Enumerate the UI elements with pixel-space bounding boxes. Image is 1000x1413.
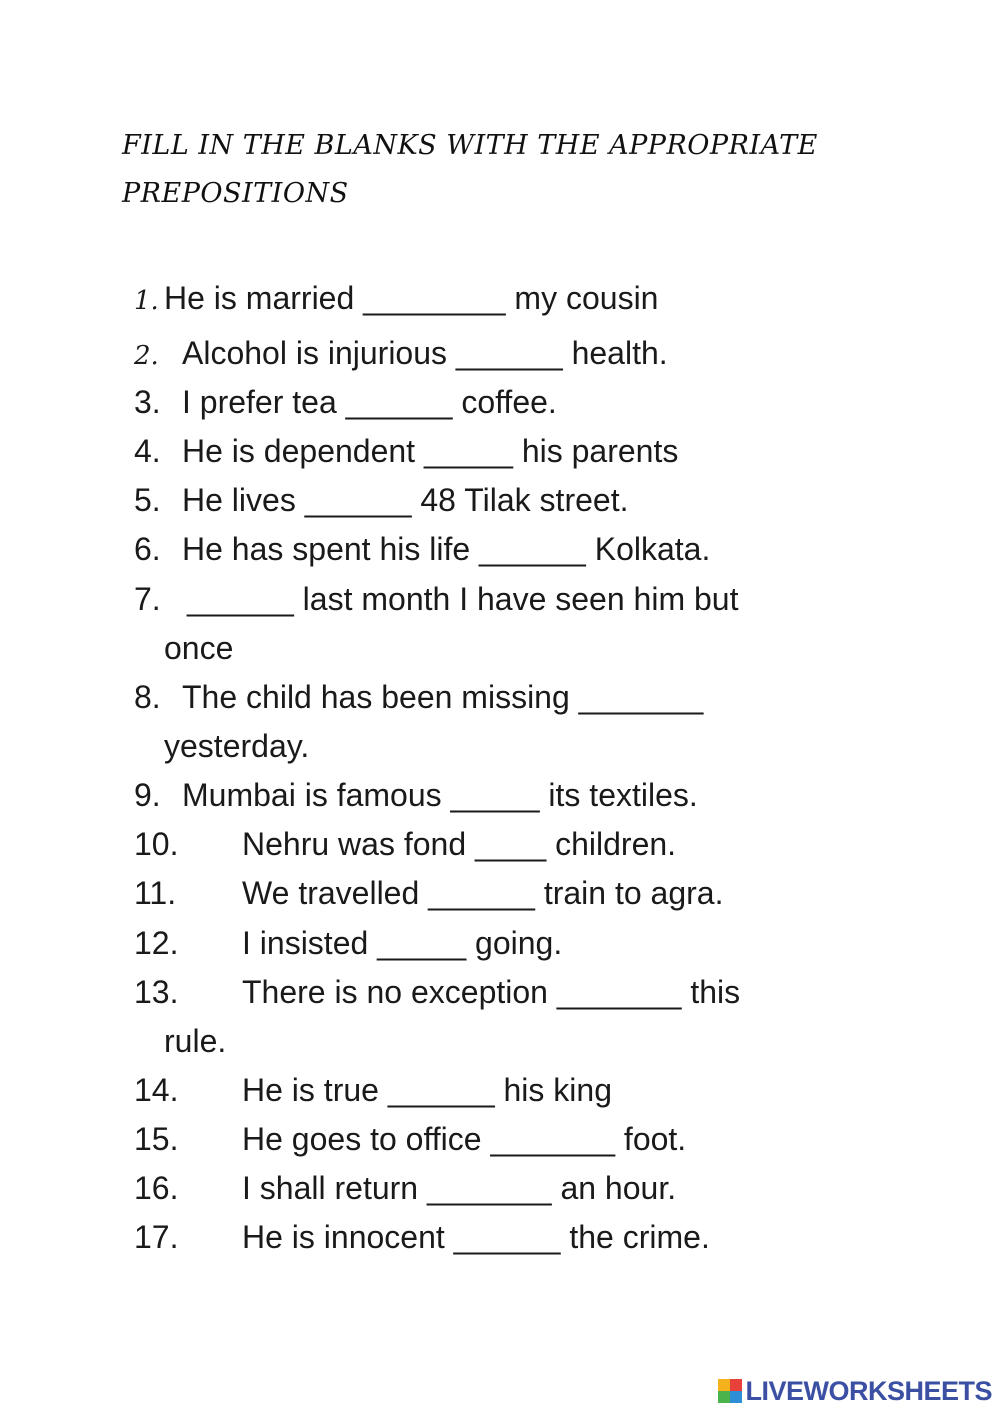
question-text: ______ last month I have seen him but (187, 581, 739, 617)
liveworksheets-logo-icon (718, 1379, 742, 1403)
question-5 (134, 480, 629, 520)
question-text: I insisted _____ going. (242, 925, 563, 961)
question-text: Alcohol is injurious ______ health. (182, 335, 668, 371)
question-text: Mumbai is famous _____ its textiles. (182, 777, 698, 813)
question-number: 13. (134, 974, 179, 1010)
question-4 (134, 431, 679, 471)
question-number: 4. (134, 433, 161, 469)
question-text: He has spent his life ______ Kolkata. (182, 531, 711, 567)
question-text: There is no exception _______ this (242, 974, 741, 1010)
question-number: 1. (134, 286, 159, 316)
question-text: The child has been missing _______ (182, 679, 704, 715)
question-text: He is true ______ his king (242, 1072, 612, 1108)
question-number: 9. (134, 777, 161, 813)
question-8 (134, 677, 704, 717)
question-number: 2. (134, 341, 159, 371)
question-number: 8. (134, 679, 161, 715)
question-number: 3. (134, 384, 161, 420)
question-text: He is married ________ my cousin (164, 280, 659, 316)
question-number: 6. (134, 531, 161, 567)
question-text: I prefer tea ______ coffee. (182, 384, 557, 420)
question-7 (134, 579, 739, 619)
question-text: He is dependent _____ his parents (182, 433, 679, 469)
question-17 (134, 1217, 710, 1257)
question-6 (134, 529, 711, 569)
brand-name: LIVEWORKSHEETS (745, 1375, 992, 1406)
question-1 (134, 278, 659, 321)
question-text: Nehru was fond ____ children. (242, 826, 677, 862)
question-number: 7. (134, 581, 161, 617)
question-number: 15. (134, 1121, 179, 1157)
question-number: 11. (134, 875, 177, 911)
question-3 (134, 382, 557, 422)
worksheet-title: FILL IN THE BLANKS WITH THE APPROPRIATE PREPOSITIONS (122, 130, 818, 209)
question-14 (134, 1070, 612, 1110)
question-15 (134, 1119, 687, 1159)
question-7-continuation: once (164, 630, 234, 666)
question-text: He lives ______ 48 Tilak street. (182, 482, 629, 518)
question-number: 12. (134, 925, 179, 961)
question-number: 17. (134, 1219, 179, 1255)
question-number: 14. (134, 1072, 179, 1108)
question-13 (134, 972, 741, 1012)
question-11 (134, 873, 724, 913)
question-16 (134, 1168, 677, 1208)
question-number: 5. (134, 482, 161, 518)
question-9 (134, 775, 698, 815)
question-number: 16. (134, 1170, 179, 1206)
question-text: He is innocent ______ the crime. (242, 1219, 710, 1255)
liveworksheets-logo[interactable] (718, 1374, 992, 1408)
question-12 (134, 923, 563, 963)
question-2 (134, 333, 668, 376)
question-text: He goes to office _______ foot. (242, 1121, 687, 1157)
question-number: 10. (134, 826, 179, 862)
question-10 (134, 824, 677, 864)
question-13-continuation: rule. (164, 1023, 227, 1059)
question-text: We travelled ______ train to agra. (242, 875, 724, 911)
question-text: I shall return _______ an hour. (242, 1170, 677, 1206)
question-8-continuation: yesterday. (164, 728, 310, 764)
